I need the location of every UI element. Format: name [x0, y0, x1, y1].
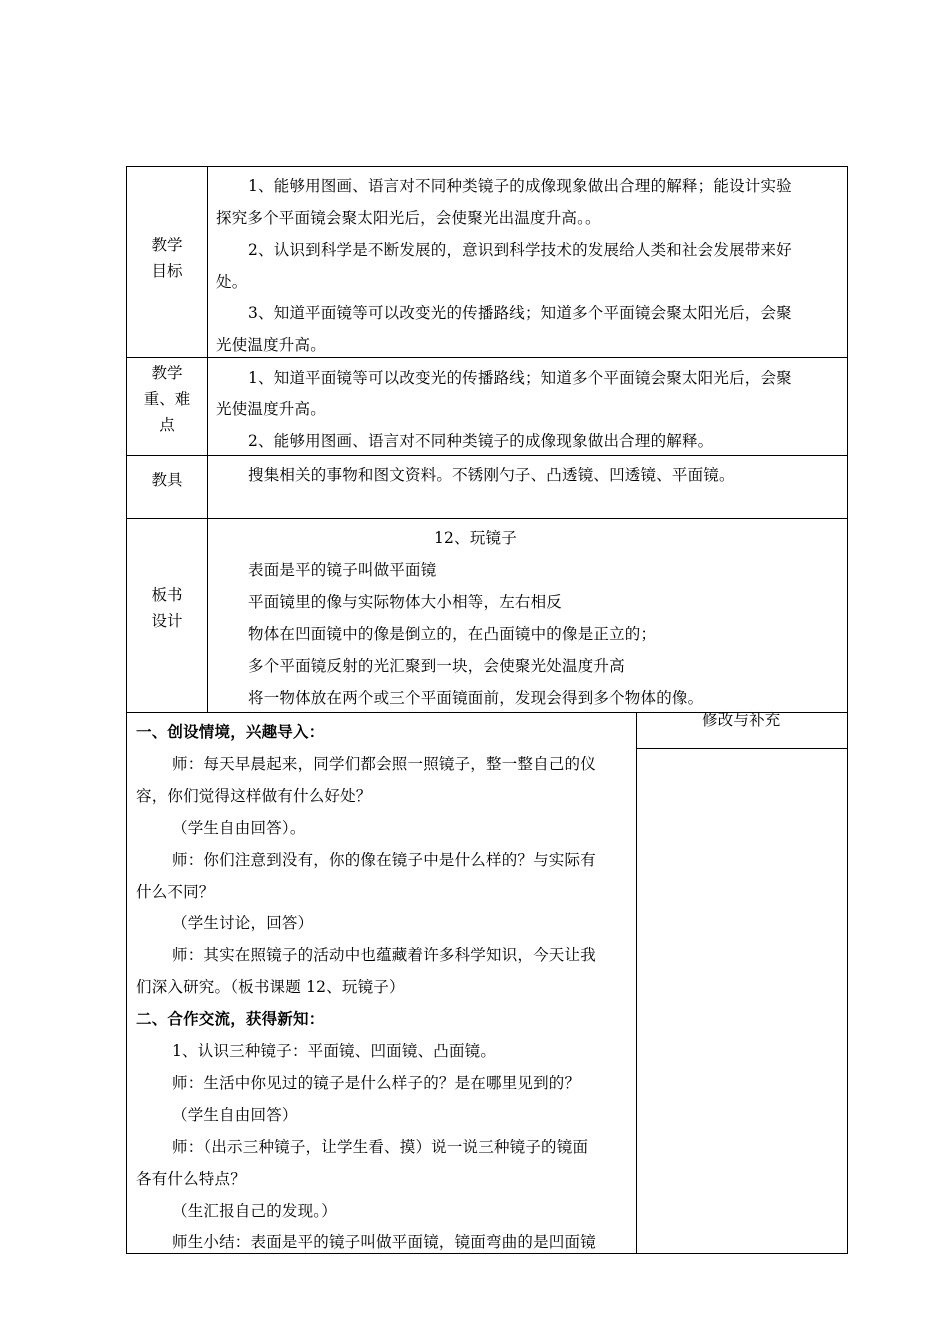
process-line-17: 师生小结：表面是平的镜子叫做平面镜，镜面弯曲的是凹面镜 — [172, 1233, 596, 1251]
process-line-14: 师：（出示三种镜子，让学生看、摸）说一说三种镜子的镜面 — [172, 1138, 589, 1156]
process-line-7: （学生讨论，回答） — [172, 914, 314, 932]
board-line-1: 表面是平的镜子叫做平面镜 — [248, 561, 437, 579]
process-line-11: 1、认识三种镜子：平面镜、凹面镜、凸面镜。 — [172, 1042, 497, 1060]
key-points-line-3: 2、能够用图画、语言对不同种类镜子的成像现象做出合理的解释。 — [248, 432, 714, 450]
process-line-15: 各有什么特点？ — [136, 1170, 246, 1188]
process-line-9: 们深入研究。（板书课题 12、玩镜子） — [136, 978, 405, 996]
section-heading-2: 二、合作交流，获得新知： — [136, 1009, 325, 1028]
process-line-3: 容，你们觉得这样做有什么好处？ — [136, 787, 372, 805]
process-line-12: 师：生活中你见过的镜子是什么样子的？是在哪里见到的？ — [172, 1074, 581, 1092]
board-line-3: 物体在凹面镜中的像是倒立的，在凸面镜中的像是正立的； — [248, 625, 657, 643]
process-line-8: 师：其实在照镜子的活动中也蕴藏着许多科学知识，今天让我 — [172, 946, 596, 964]
goals-line-5: 3、知道平面镜等可以改变光的传播路线；知道多个平面镜会聚太阳光后，会聚 — [248, 304, 792, 322]
process-line-6: 什么不同？ — [136, 883, 215, 901]
key-points-label: 教学 重、难 点 — [143, 364, 191, 434]
board-label: 板书 设计 — [151, 586, 183, 630]
section-heading-1: 一、创设情境，兴趣导入： — [136, 722, 325, 741]
goals-line-2: 探究多个平面镜会聚太阳光后，会使聚光出温度升高。。 — [216, 209, 601, 227]
process-line-4: （学生自由回答）。 — [172, 819, 306, 837]
goals-line-4: 处。 — [216, 273, 248, 291]
side-header: 修改与补充 — [702, 711, 781, 729]
key-points-line-2: 光使温度升高。 — [216, 400, 326, 418]
board-line-2: 平面镜里的像与实际物体大小相等，左右相反 — [248, 593, 563, 611]
process-line-2: 师：每天早晨起来，同学们都会照一照镜子，整一整自己的仪 — [172, 755, 596, 773]
goals-line-3: 2、认识到科学是不断发展的，意识到科学技术的发展给人类和社会发展带来好 — [248, 241, 792, 259]
process-line-5: 师：你们注意到没有，你的像在镜子中是什么样的？与实际有 — [172, 851, 596, 869]
board-line-5: 将一物体放在两个或三个平面镜面前，发现会得到多个物体的像。 — [248, 689, 704, 707]
tools-text: 搜集相关的事物和图文资料。不锈刚勺子、凸透镜、凹透镜、平面镜。 — [248, 466, 735, 484]
goals-line-6: 光使温度升高。 — [216, 336, 326, 354]
board-line-4: 多个平面镜反射的光汇聚到一块，会使聚光处温度升高 — [248, 657, 625, 675]
tools-label: 教具 — [151, 471, 183, 489]
process-line-16: （生汇报自己的发现。） — [172, 1202, 337, 1220]
key-points-line-1: 1、知道平面镜等可以改变光的传播路线；知道多个平面镜会聚太阳光后，会聚 — [248, 369, 792, 387]
goals-line-1: 1、能够用图画、语言对不同种类镜子的成像现象做出合理的解释；能设计实验 — [248, 177, 792, 195]
process-line-13: （学生自由回答） — [172, 1106, 298, 1124]
board-title: 12、玩镜子 — [434, 529, 517, 547]
goals-label: 教学 目标 — [151, 236, 183, 280]
